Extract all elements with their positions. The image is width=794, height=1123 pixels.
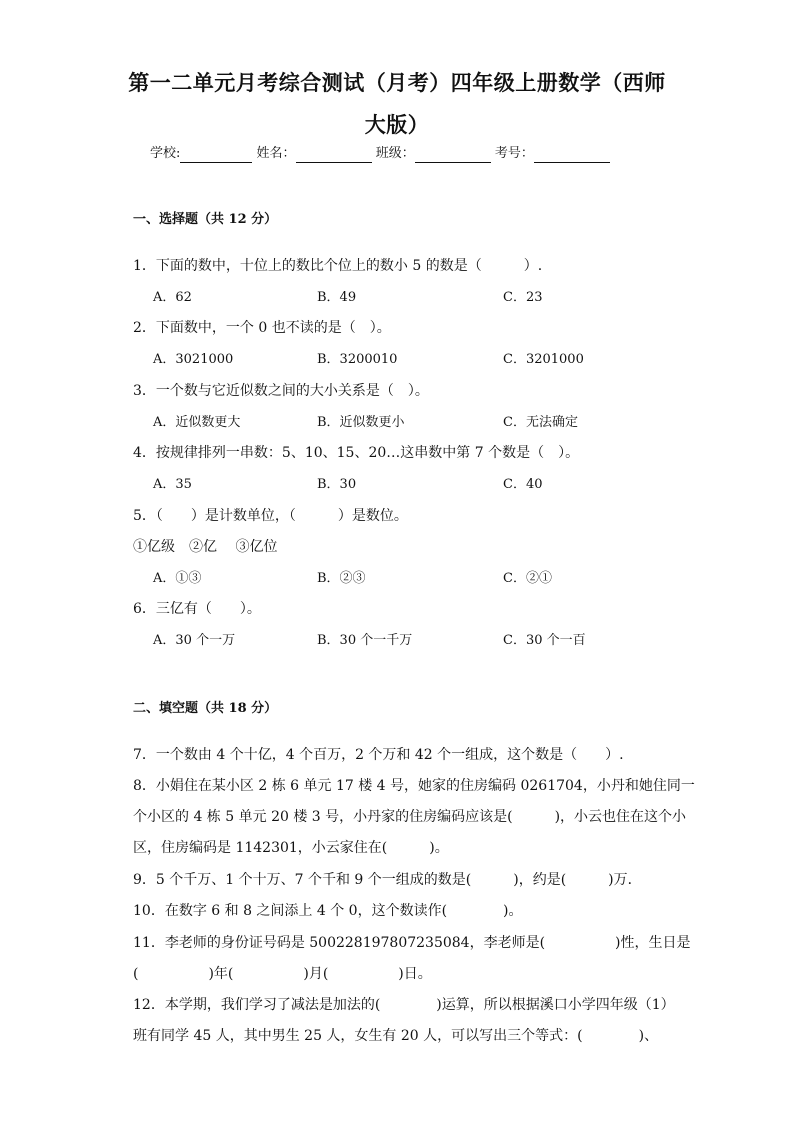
option-b: B．49 [317, 290, 357, 305]
page-title: 第一二单元月考综合测试（月考）四年级上册数学（西师大版） [128, 70, 666, 137]
exam-number-label: 考号： [494, 146, 534, 161]
exam-number-blank[interactable] [534, 148, 610, 163]
option-c: C．②① [503, 571, 552, 586]
question-stem: 4．按规律排列一串数：5、10、15、20…这串数中第 7 个数是（ ）。 [133, 445, 580, 461]
fill-line: 班有同学 45 人，其中男生 25 人，女生有 20 人，可以写出三个等式：( )、 [133, 1028, 659, 1044]
option-b: B．30 [317, 477, 357, 492]
option-b: B．3200010 [317, 352, 398, 367]
class-label: 班级： [375, 146, 415, 161]
fill-line: 9．5 个千万、1 个十万、7 个千和 9 个一组成的数是( )，约是( )万． [133, 872, 642, 888]
fill-line: ( )年( )月( )日。 [133, 966, 432, 982]
fill-line: 区，住房编码是 1142301，小云家住在( )。 [133, 840, 449, 856]
option-a: A．35 [153, 477, 192, 492]
option-a: A．62 [153, 290, 192, 305]
section-heading-choice: 一、选择题（共 12 分） [133, 212, 278, 227]
school-blank[interactable] [180, 148, 252, 163]
option-b: B．30 个一千万 [317, 633, 413, 648]
question-stem: 6．三亿有（ ）。 [133, 601, 261, 617]
option-c: C．3201000 [503, 352, 584, 367]
name-label: 姓名： [256, 146, 296, 161]
question-stem: 3．一个数与它近似数之间的大小关系是（ ）。 [133, 383, 429, 399]
fill-line: 12．本学期，我们学习了减法是加法的( )运算，所以根据溪口小学四年级（1） [133, 997, 675, 1013]
option-b: B．②③ [317, 571, 366, 586]
question-stem: 2．下面数中，一个 0 也不读的是（ ）。 [133, 320, 391, 336]
fill-line: 8．小娟住在某小区 2 栋 6 单元 17 楼 4 号，她家的住房编码 0261704，小丹和她住同一 [133, 778, 695, 794]
option-b: B．近似数更小 [317, 415, 405, 430]
question-sub-items: ①亿级 ②亿 ③亿位 [133, 539, 278, 555]
fill-line: 11．李老师的身份证号码是 500228197807235084，李老师是( )性，生日是 [133, 935, 691, 951]
option-a: A．3021000 [153, 352, 234, 367]
option-c: C．23 [503, 290, 543, 305]
student-info-line [150, 145, 610, 163]
option-a: A．30 个一万 [153, 633, 236, 648]
fill-line: 个小区的 4 栋 5 单元 20 楼 3 号，小丹家的住房编码应该是( )，小云也住在这个小 [133, 809, 687, 825]
question-stem: 1．下面的数中，十位上的数比个位上的数小 5 的数是（ ）. [133, 258, 543, 274]
fill-line: 7．一个数由 4 个十亿，4 个百万，2 个万和 42 个一组成，这个数是（ ）. [133, 747, 624, 763]
question-stem: 5．（ ）是计数单位，（ ）是数位。 [133, 508, 408, 524]
option-a: A．近似数更大 [153, 415, 241, 430]
class-blank[interactable] [415, 148, 491, 163]
fill-line: 10．在数字 6 和 8 之间添上 4 个 0，这个数读作( )。 [133, 903, 523, 919]
option-a: A．①③ [153, 571, 202, 586]
option-c: C．30 个一百 [503, 633, 586, 648]
name-blank[interactable] [296, 148, 372, 163]
option-c: C．无法确定 [503, 415, 578, 430]
section-heading-fill: 二、填空题（共 18 分） [133, 701, 278, 716]
option-c: C．40 [503, 477, 543, 492]
school-label: 学校: [150, 146, 181, 161]
